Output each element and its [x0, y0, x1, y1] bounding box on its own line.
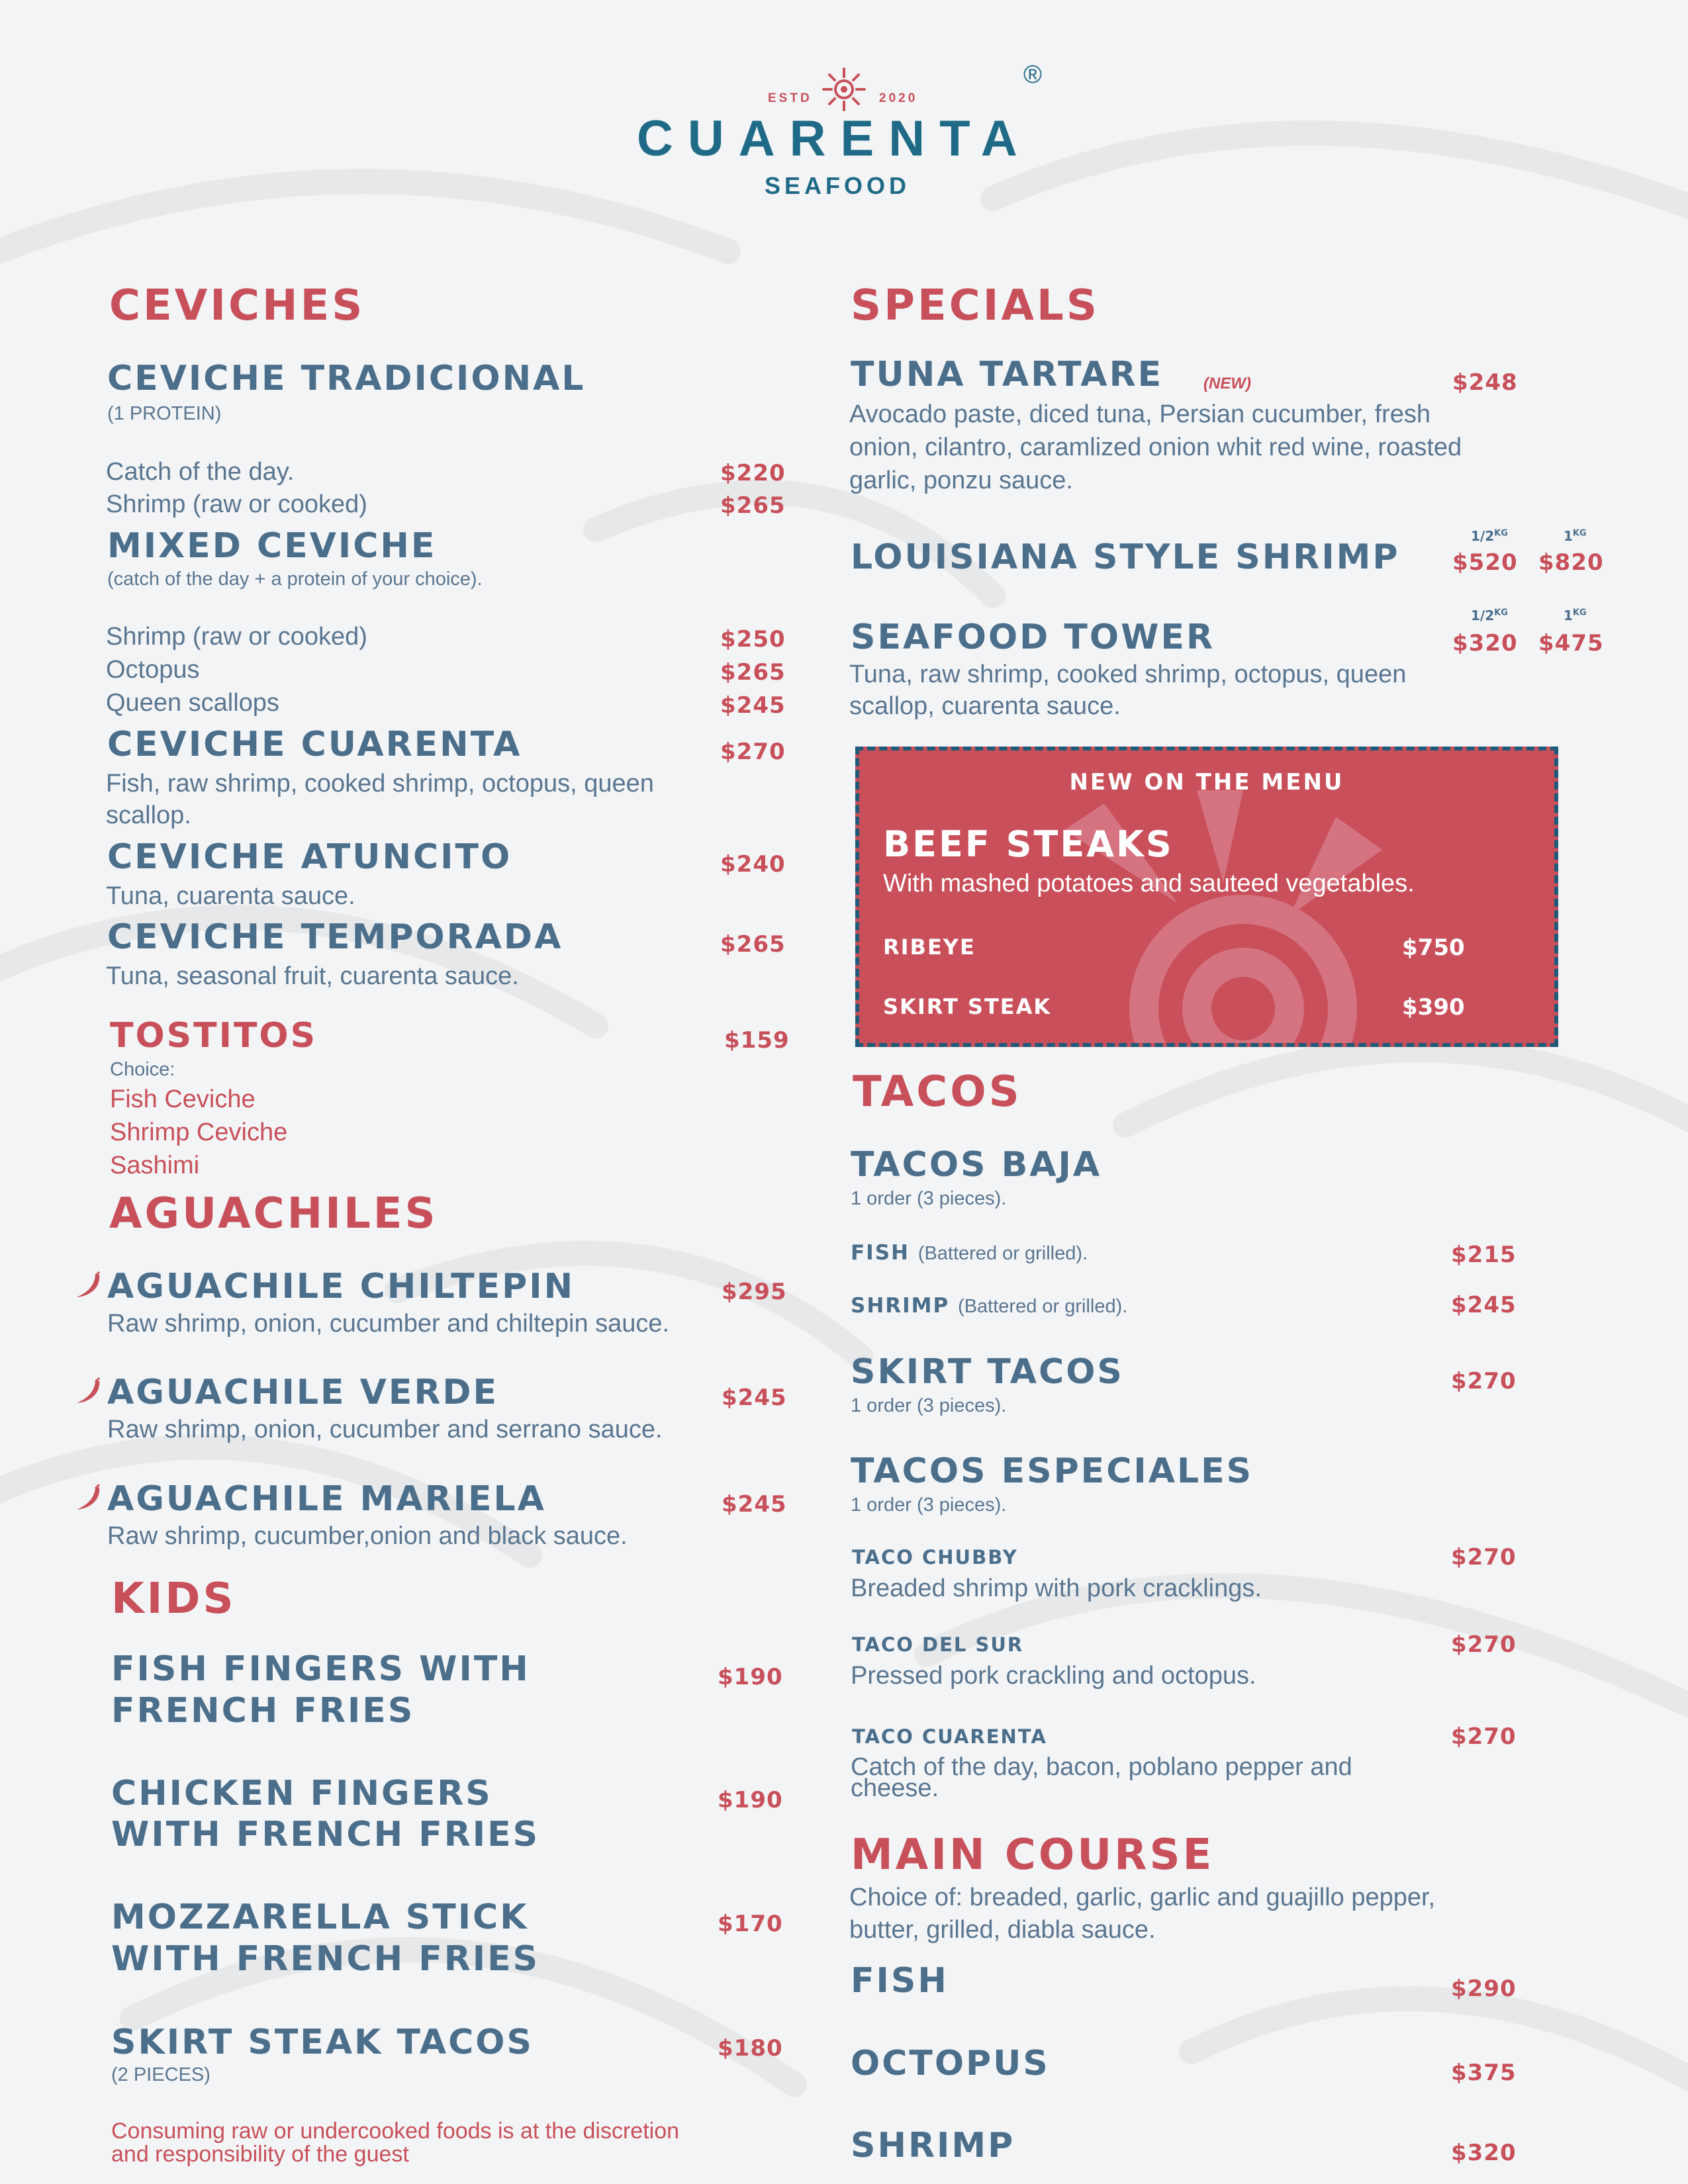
half-kg-label: $1/2^{KG}$	[1471, 528, 1508, 544]
ceviche-cuarenta-desc: Fish, raw shrimp, cooked shrimp, octopus, queen	[106, 770, 654, 797]
louisiana-half-price: $520	[1452, 549, 1518, 576]
taco-option-price: $245	[1451, 1292, 1517, 1318]
new-on-menu-heading: NEW ON THE MENU	[1069, 769, 1344, 796]
taco-especial-price: $270	[1451, 1631, 1517, 1658]
tuna-tartare-desc: garlic, ponzu sauce.	[849, 467, 1073, 494]
ceviche-cuarenta-price: $270	[720, 739, 786, 765]
mixed-ceviche-name: MIXED CEVICHE	[107, 526, 437, 566]
chili-pepper-icon	[74, 1377, 103, 1406]
aguachile-desc: Raw shrimp, onion, cucumber and chiltepin sauce.	[107, 1310, 670, 1338]
tacos-baja-note: 1 order (3 pieces).	[851, 1188, 1007, 1209]
kids-item-name: MOZZARELLA STICK	[111, 1897, 529, 1937]
tostitos-price: $159	[724, 1027, 790, 1054]
kids-item-price: $190	[718, 1664, 783, 1690]
louisiana-shrimp-name: LOUISIANA STYLE SHRIMP	[851, 537, 1400, 577]
taco-option: FISH (Battered or grilled).	[851, 1241, 1088, 1265]
kg-label: $1^{KG}$	[1564, 608, 1587, 623]
kids-item-note: (2 PIECES)	[111, 2064, 211, 2085]
brand-name: CUARENTA	[637, 111, 1032, 167]
main-course-item-price: $320	[1451, 2140, 1517, 2166]
skirt-tacos-price: $270	[1451, 1368, 1517, 1394]
main-course-item-price: $375	[1451, 2060, 1517, 2086]
ceviche-atuncito-name: CEVICHE ATUNCITO	[107, 837, 512, 877]
menu-line-label: Catch of the day.	[106, 458, 295, 486]
taco-especial-desc: Pressed pork crackling and octopus.	[851, 1662, 1256, 1690]
taco-especial-desc: Breaded shrimp with pork cracklings.	[851, 1574, 1262, 1602]
taco-especial-price: $270	[1451, 1544, 1517, 1570]
main-course-item-name: FISH	[851, 1961, 949, 2001]
new-tag: (NEW)	[1203, 375, 1251, 392]
menu-line-price: $265	[720, 659, 786, 686]
new-on-menu-box	[855, 747, 1558, 1047]
seafood-tower-name: SEAFOOD TOWER	[851, 617, 1215, 657]
aguachile-price: $245	[722, 1491, 787, 1518]
taco-especial-name: TACO DEL SUR	[852, 1633, 1024, 1656]
menu-line-price: $250	[720, 626, 786, 653]
tuna-tartare-price: $248	[1452, 369, 1518, 396]
main-course-desc: Choice of: breaded, garlic, garlic and guajillo pepper,	[849, 1884, 1436, 1911]
half-kg-label: $1/2^{KG}$	[1471, 608, 1508, 623]
main-course-item-name: OCTOPUS	[851, 2044, 1050, 2083]
menu-line-label: Shrimp (raw or cooked)	[106, 623, 367, 651]
beef-steaks-desc: With mashed potatoes and sauteed vegetables.	[883, 870, 1415, 897]
aguachile-name: AGUACHILE MARIELA	[107, 1479, 546, 1519]
disclaimer-text: and responsibility of the guest	[111, 2142, 409, 2167]
seafood-tower-desc: Tuna, raw shrimp, cooked shrimp, octopus, queen	[849, 660, 1407, 688]
menu-line-price: $245	[720, 692, 786, 719]
tuna-tartare-desc: onion, cilantro, caramlized onion whit red wine, roasted	[849, 433, 1462, 461]
skirt-tacos-note: 1 order (3 pieces).	[851, 1395, 1007, 1416]
brand-sub: SEAFOOD	[765, 172, 911, 199]
mixed-ceviche-note: (catch of the day + a protein of your choice).	[107, 569, 483, 590]
section-kids-title: KIDS	[111, 1574, 236, 1623]
kids-item-price: $180	[718, 2035, 783, 2062]
year-label: 2020	[879, 91, 918, 105]
ceviche-tradicional-note: (1 PROTEIN)	[107, 403, 222, 424]
main-course-item-name: SHRIMP	[851, 2126, 1015, 2165]
taco-especial-name: TACO CUARENTA	[852, 1725, 1047, 1748]
ceviche-temporada-price: $265	[720, 931, 786, 958]
skirt-tacos-name: SKIRT TACOS	[851, 1352, 1124, 1392]
tostitos-option: Sashimi	[110, 1152, 200, 1179]
aguachile-desc: Raw shrimp, onion, cucumber and serrano sauce.	[107, 1416, 663, 1443]
louisiana-kg-price: $820	[1538, 549, 1604, 576]
tacos-especiales-name: TACOS ESPECIALES	[851, 1451, 1254, 1491]
ceviche-atuncito-desc: Tuna, cuarenta sauce.	[106, 882, 355, 910]
disclaimer-text: Consuming raw or undercooked foods is at the discretion	[111, 2118, 680, 2144]
beef-steaks-title: BEEF STEAKS	[883, 823, 1174, 865]
aguachile-desc: Raw shrimp, cucumber,onion and black sauce.	[107, 1522, 628, 1550]
tacos-especiales-note: 1 order (3 pieces).	[851, 1494, 1007, 1516]
kids-item-price: $190	[718, 1787, 783, 1813]
tuna-tartare-name: TUNA TARTARE	[851, 355, 1164, 394]
menu-line-price: $265	[720, 492, 786, 519]
seafood-tower-desc: scallop, cuarenta sauce.	[849, 692, 1121, 720]
estd-label: ESTD	[768, 91, 812, 105]
seafood-tower-half-price: $320	[1452, 630, 1518, 657]
tacos-baja-name: TACOS BAJA	[851, 1145, 1102, 1185]
aguachile-name: AGUACHILE CHILTEPIN	[107, 1267, 575, 1306]
aguachile-price: $245	[722, 1385, 787, 1411]
menu-line-price: $220	[720, 460, 786, 486]
sun-logo-icon	[821, 66, 867, 113]
section-ceviches-title: CEVICHES	[109, 281, 365, 330]
ceviche-cuarenta-name: CEVICHE CUARENTA	[107, 725, 522, 764]
taco-especial-price: $270	[1451, 1723, 1517, 1750]
seafood-tower-kg-price: $475	[1538, 630, 1604, 657]
section-specials-title: SPECIALS	[851, 281, 1100, 330]
menu-line-label: Shrimp (raw or cooked)	[106, 490, 367, 518]
kids-item-name: CHICKEN FINGERS	[111, 1774, 492, 1813]
registered-mark: ®	[1023, 61, 1042, 89]
ceviche-temporada-name: CEVICHE TEMPORADA	[107, 917, 563, 957]
tuna-tartare-desc: Avocado paste, diced tuna, Persian cucumber, fresh	[849, 400, 1431, 428]
aguachile-price: $295	[722, 1279, 787, 1305]
main-course-desc: butter, grilled, diabla sauce.	[849, 1916, 1156, 1944]
tostitos-name: TOSTITOS	[110, 1016, 318, 1056]
chili-pepper-icon	[74, 1483, 103, 1512]
ceviche-cuarenta-desc: scallop.	[106, 801, 191, 829]
section-main-course-title: MAIN COURSE	[851, 1831, 1215, 1880]
tostitos-option: Shrimp Ceviche	[110, 1118, 288, 1146]
ceviche-tradicional-name: CEVICHE TRADICIONAL	[107, 359, 586, 398]
kids-item-name: WITH FRENCH FRIES	[111, 1815, 540, 1854]
steak-price: $750	[1402, 934, 1465, 961]
menu-line-label: Queen scallops	[106, 689, 279, 717]
kg-label: $1^{KG}$	[1564, 528, 1587, 544]
kids-item-name: WITH FRENCH FRIES	[111, 1939, 540, 1979]
kids-item-price: $170	[718, 1911, 783, 1937]
ceviche-temporada-desc: Tuna, seasonal fruit, cuarenta sauce.	[106, 962, 519, 990]
tostitos-option: Fish Ceviche	[110, 1085, 256, 1113]
kids-item-name: FISH FINGERS WITH	[111, 1649, 530, 1689]
kids-item-name: SKIRT STEAK TACOS	[111, 2023, 534, 2062]
aguachile-name: AGUACHILE VERDE	[107, 1373, 499, 1412]
main-course-item-price: $290	[1451, 1976, 1517, 2002]
taco-option-price: $215	[1451, 1242, 1517, 1268]
section-tacos-title: TACOS	[853, 1068, 1022, 1116]
steak-name: SKIRT STEAK	[883, 994, 1052, 1019]
tostitos-choice-label: Choice:	[110, 1059, 175, 1080]
taco-especial-name: TACO CHUBBY	[852, 1546, 1018, 1569]
taco-option: SHRIMP (Battered or grilled).	[851, 1294, 1128, 1318]
steak-price: $390	[1402, 994, 1465, 1021]
steak-name: RIBEYE	[883, 934, 976, 960]
taco-especial-desc: Catch of the day, bacon, poblano pepper and	[851, 1753, 1352, 1781]
section-aguachiles-title: AGUACHILES	[109, 1189, 438, 1238]
ceviche-atuncito-price: $240	[720, 851, 786, 878]
menu-line-label: Octopus	[106, 656, 200, 684]
kids-item-name: FRENCH FRIES	[111, 1691, 415, 1731]
taco-especial-desc: cheese.	[851, 1774, 939, 1802]
chili-pepper-icon	[74, 1271, 103, 1300]
